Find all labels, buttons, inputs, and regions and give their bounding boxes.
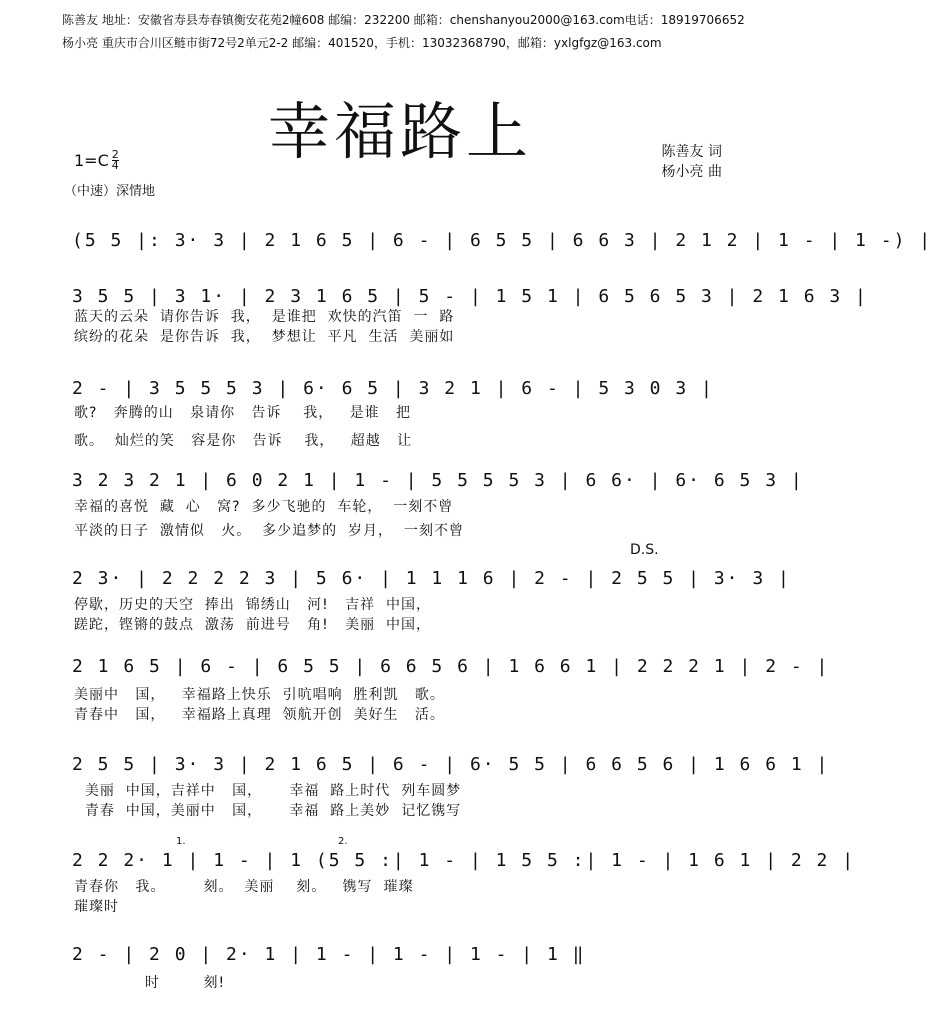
time-signature <box>112 150 119 171</box>
notes-9: 2 - | 2 0 | 2· 1 | 1 - | 1 - | 1 - | 1 ‖ <box>72 944 586 965</box>
notes-4: 3 2 3 2 1 | 6 0 2 1 | 1 - | 5 5 5 5 3 | 6 6· | 6· 6 5 3 | <box>72 470 804 491</box>
time-top: 2 <box>111 148 119 161</box>
staff-9 <box>60 940 740 1030</box>
notes-3: 2 - | 3 5 5 5 3 | 6· 6 5 | 3 2 1 | 6 - | 5 3 0 3 | <box>72 378 714 399</box>
lyric-8a: 青春你 我。 刻。 美丽 刻。 镌写 璀璨 <box>74 879 414 895</box>
tempo-marking: （中速）深情地 <box>64 184 156 199</box>
lyric-4b: 平淡的日子 激情似 火。 多少追梦的 岁月， 一刻不曾 <box>74 523 464 539</box>
staff-7 <box>60 750 830 840</box>
key-label: 1=C <box>74 151 109 170</box>
lyric-5a: 停歇，历史的天空 捧出 锦绣山 河! 吉祥 中国， <box>74 597 432 613</box>
segno-mark: D.S. <box>630 542 659 558</box>
lyric-7a: 美丽 中国，吉祥中 国， 幸福 路上时代 列车圆梦 <box>74 783 462 799</box>
staff-6 <box>60 652 830 742</box>
staff-8 <box>60 836 856 936</box>
notes-2: 3 5 5 | 3 1· | 2 3 1 6 5 | 5 - | 1 5 1 | 6 5 6 5 3 | 2 1 6 3 | <box>72 286 868 307</box>
key-signature <box>74 150 119 171</box>
volta-2: 2. <box>338 836 348 847</box>
notes-6: 2 1 6 5 | 6 - | 6 5 5 | 6 6 5 6 | 1 6 6 1 | 2 2 2 1 | 2 - | <box>72 656 830 677</box>
volta-1: 1. <box>176 836 186 847</box>
lyric-2b: 缤纷的花朵 是你告诉 我， 梦想让 平凡 生活 美丽如 <box>74 329 455 345</box>
staff-3 <box>60 374 740 464</box>
contact-line-1: 陈善友 地址：安徽省寿县寿春镇衡安花苑2幢608 邮编：232200 邮箱：chenshanyou2000@163.com电话：18919706652 <box>62 13 745 27</box>
lyric-5b: 蹉跎，铿锵的鼓点 激荡 前进号 角! 美丽 中国， <box>74 617 432 633</box>
song-title: 幸福路上 <box>267 95 532 168</box>
staff-2 <box>60 282 868 372</box>
lyric-2a: 蓝天的云朵 请你告诉 我， 是谁把 欢快的汽笛 一 路 <box>74 309 455 325</box>
notes-1: (5 5 |: 3· 3 | 2 1 6 5 | 6 - | 6 5 5 | 6 6 3 | 2 1 2 | 1 - | 1 -) | <box>72 230 932 251</box>
lyric-3a: 歌? 奔腾的山 泉请你 告诉 我， 是谁 把 <box>74 405 411 421</box>
lyricist-credit: 陈善友 词 <box>661 144 722 160</box>
credits <box>662 142 722 182</box>
contact-line-2: 杨小亮 重庆市合川区鲢市街72号2单元2-2 邮编：401520，手机：13032368790，邮箱：yxlgfgz@163.com <box>62 36 662 50</box>
lyric-6b: 青春中 国， 幸福路上真理 领航开创 美好生 活。 <box>74 707 445 723</box>
lyric-4a: 幸福的喜悦 藏 心 窝? 多少飞驰的 车轮， 一刻不曾 <box>74 499 454 515</box>
lyric-6a: 美丽中 国， 幸福路上快乐 引吭唱响 胜利凯 歌。 <box>74 687 445 703</box>
notes-8: 2 2 2· 1 | 1 - | 1 (5 5 :| 1 - | 1 5 5 :| 1 - | 1 6 1 | 2 2 | <box>72 850 856 871</box>
lyric-8b: 璀璨时 <box>74 899 119 915</box>
lyric-9a: 时 刻! <box>74 975 226 991</box>
notes-5: 2 3· | 2 2 2 2 3 | 5 6· | 1 1 1 6 | 2 - | 2 5 5 | 3· 3 | <box>72 568 791 589</box>
staff-5 <box>60 542 791 654</box>
lyric-7b: 青春 中国，美丽中 国， 幸福 路上美妙 记忆镌写 <box>74 803 462 819</box>
composer-credit: 杨小亮 曲 <box>661 164 722 180</box>
lyric-3b: 歌。 灿烂的笑 容是你 告诉 我， 超越 让 <box>74 433 413 449</box>
time-bottom: 4 <box>111 159 119 172</box>
notes-7: 2 5 5 | 3· 3 | 2 1 6 5 | 6 - | 6· 5 5 | 6 6 5 6 | 1 6 6 1 | <box>72 754 830 775</box>
